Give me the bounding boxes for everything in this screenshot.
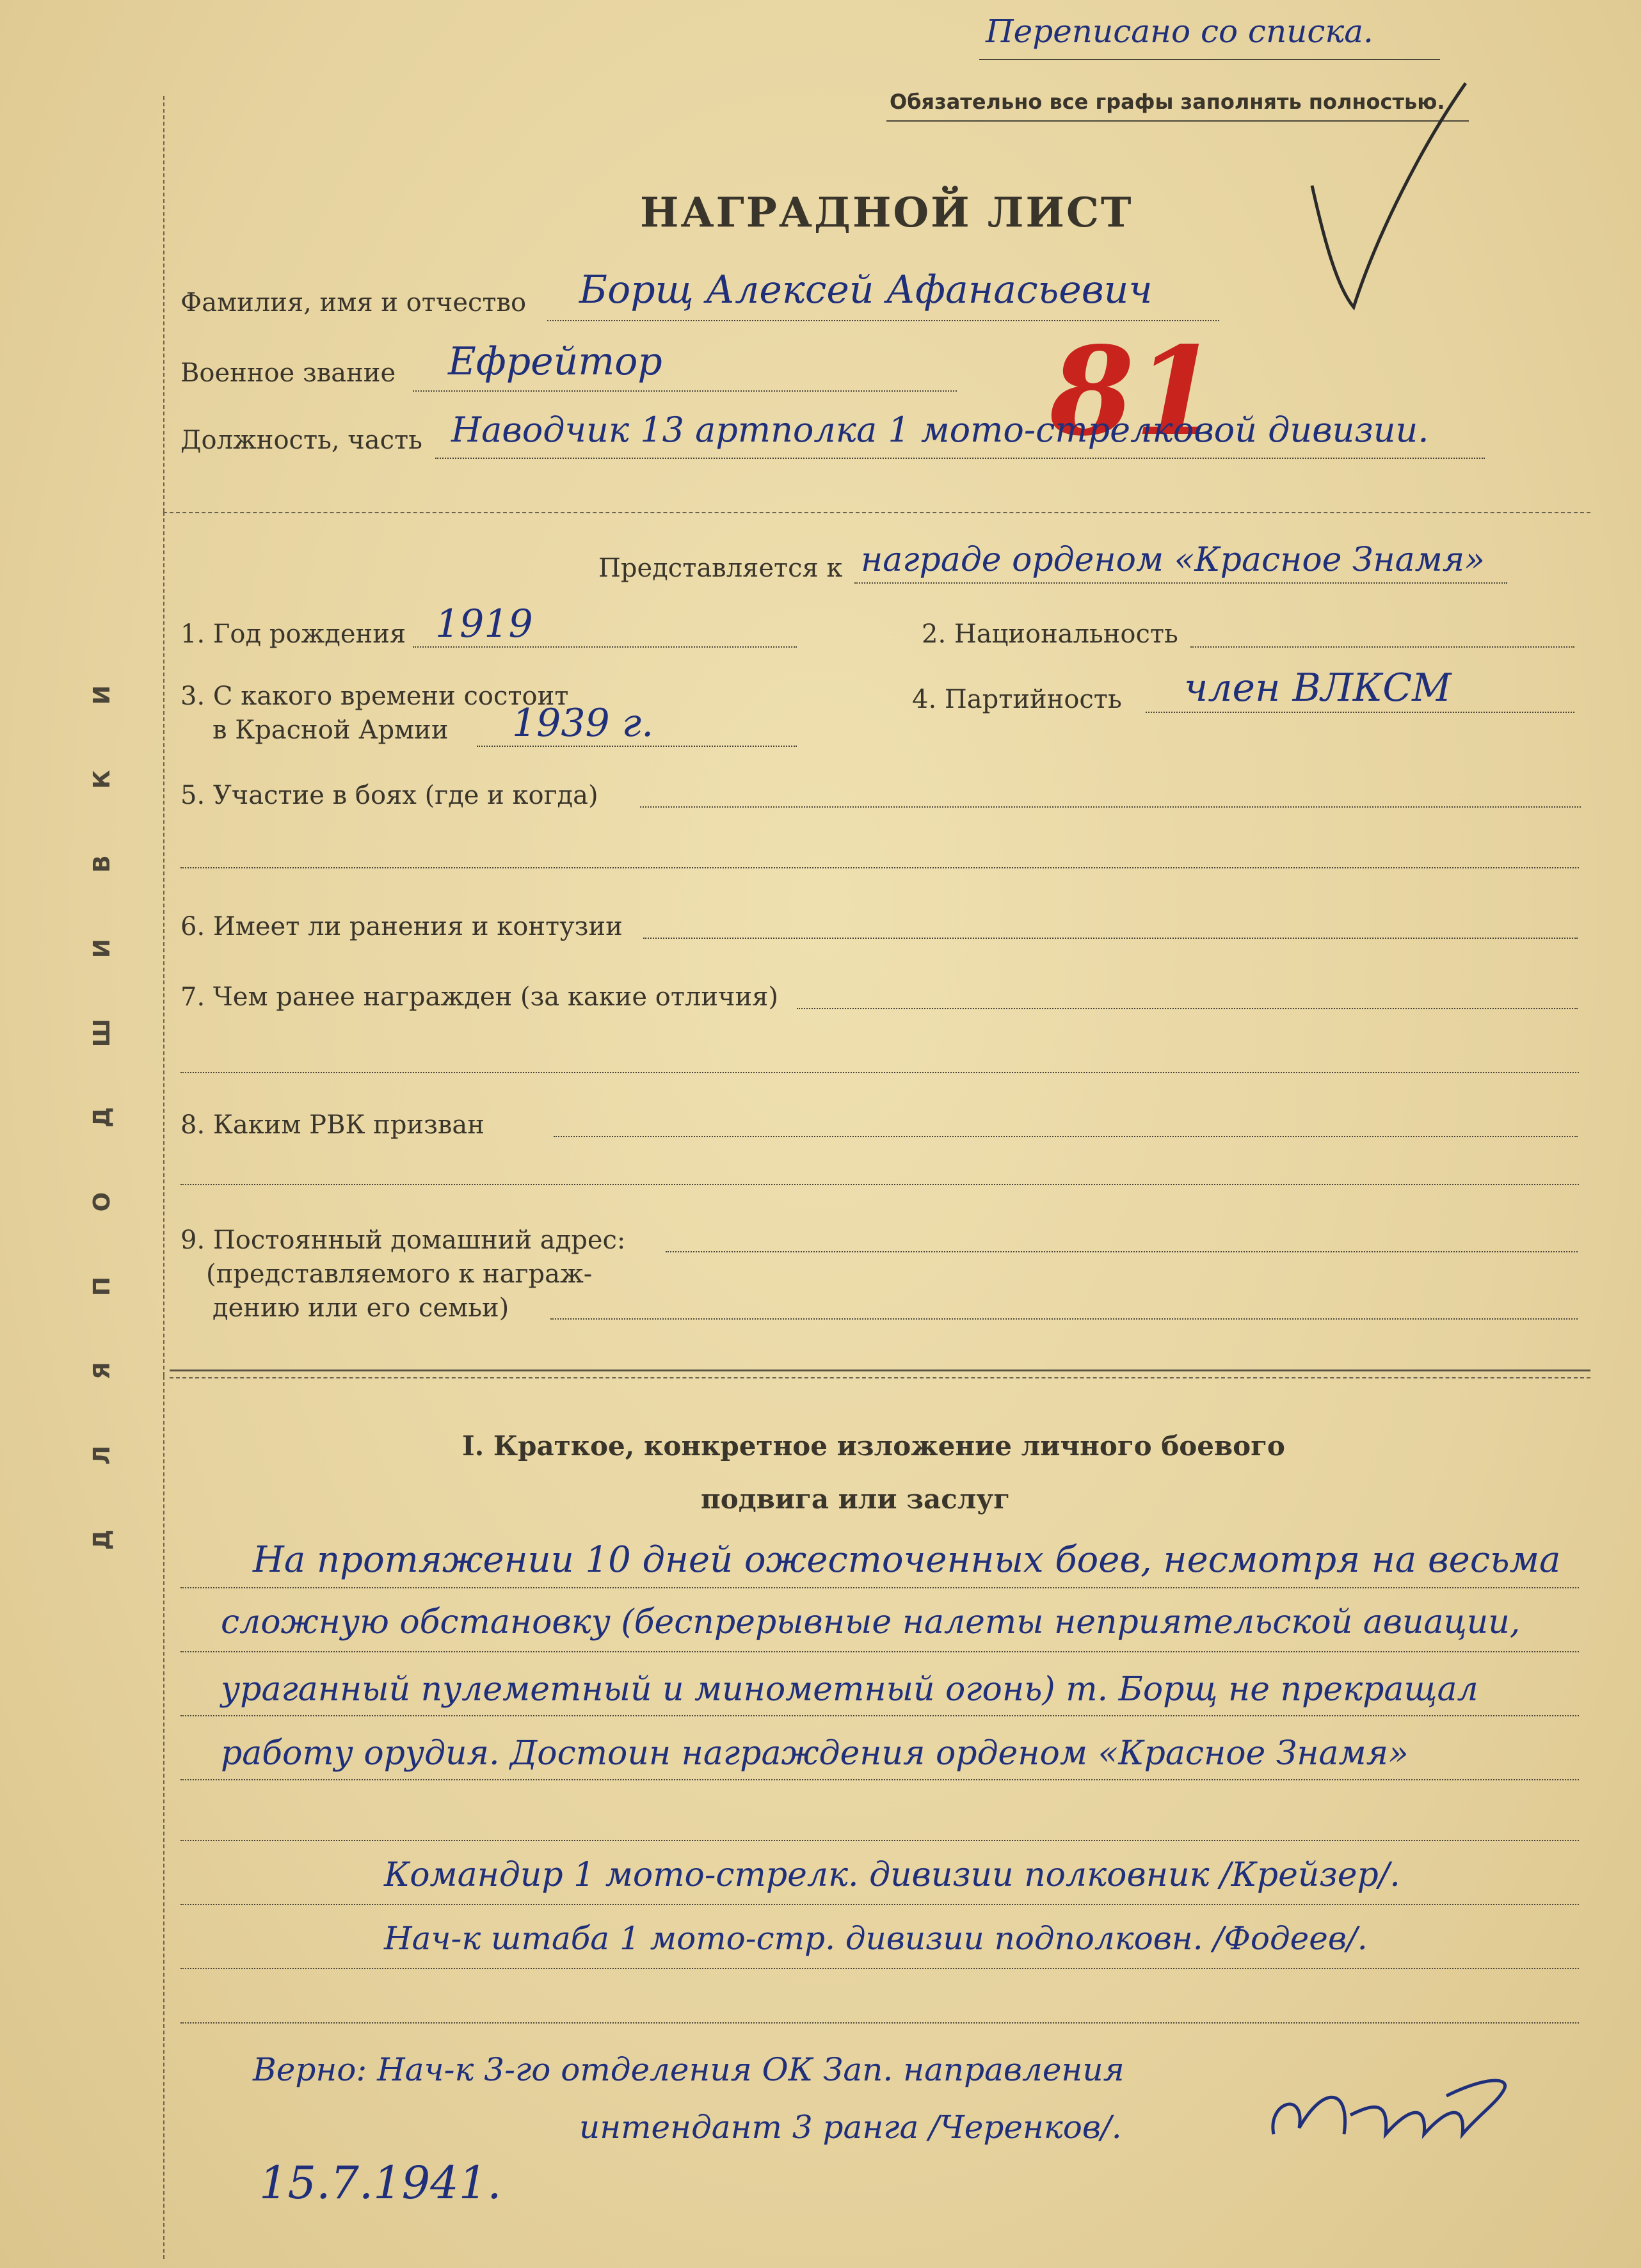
- sidebar-letter: Л: [89, 1446, 115, 1465]
- nationality-line: [1190, 646, 1574, 648]
- nominated-value: награде орденом «Красное Знамя»: [861, 541, 1485, 579]
- top-note: Переписано со списка.: [986, 13, 1373, 50]
- spare-rule: [180, 2022, 1579, 2024]
- nominated-line: [854, 582, 1507, 584]
- signature-scribble-icon: [1254, 2064, 1523, 2160]
- red-number-mark: 81: [1050, 320, 1219, 463]
- header-separator: [163, 512, 1590, 513]
- awards-line-2: [180, 1072, 1579, 1073]
- position-line: [435, 458, 1485, 459]
- section-heading-1: I. Краткое, конкретное изложение личного боевого: [462, 1430, 1285, 1462]
- verified-line-2: интендант 3 ранга /Черенков/.: [579, 2109, 1122, 2146]
- instruction-text: Обязательно все графы заполнять полностью.: [890, 90, 1445, 114]
- awards-line: [797, 1008, 1578, 1009]
- narrative-line-2: сложную обстановку (беспрерывные налеты неприятельской авиации,: [221, 1603, 1521, 1641]
- narrative-line-4: работу орудия. Достоин награждения орденом «Красное Знамя»: [221, 1734, 1409, 1773]
- date-text: 15.7.1941.: [259, 2157, 502, 2209]
- sidebar-letter: Д: [89, 1529, 115, 1551]
- party-value: член ВЛКСМ: [1184, 666, 1452, 710]
- battles-label: 5. Участие в боях (где и когда): [180, 781, 598, 810]
- wounds-line: [643, 938, 1578, 939]
- address-label-2: (представляемого к награж-: [206, 1259, 593, 1289]
- wounds-label: 6. Имеет ли ранения и контузии: [180, 912, 623, 941]
- section-separator-2: [170, 1377, 1590, 1378]
- narrative-rule-5: [180, 1840, 1579, 1841]
- address-line: [666, 1251, 1578, 1252]
- commander-rule: [180, 1904, 1579, 1905]
- narrative-rule-2: [180, 1651, 1579, 1652]
- sidebar-letter: К: [89, 770, 115, 789]
- party-line: [1146, 712, 1574, 713]
- service-since-label-1: 3. С какого времени состоит: [180, 682, 569, 711]
- position-label: Должность, часть: [180, 426, 422, 455]
- check-mark-icon: [1299, 77, 1478, 320]
- narrative-line-3: ураганный пулеметный и минометный огонь) т. Борщ не прекращал: [221, 1670, 1478, 1709]
- verified-line-1: Верно: Нач-к 3-го отделения ОК Зап. направления: [253, 2051, 1125, 2088]
- rvk-line: [554, 1136, 1578, 1137]
- sidebar-letter: Ш: [89, 1018, 115, 1048]
- rvk-line-2: [180, 1184, 1579, 1185]
- sidebar-vertical-label: [89, 653, 147, 1582]
- birth-year-label: 1. Год рождения: [180, 619, 406, 649]
- name-label: Фамилия, имя и отчество: [180, 288, 527, 317]
- rank-label: Военное звание: [180, 358, 396, 388]
- battles-line-2: [180, 867, 1579, 868]
- left-border-bottom: [163, 1376, 164, 2259]
- service-since-line: [477, 746, 797, 747]
- commander-signature: Командир 1 мото-стрелк. дивизии полковник /Крейзер/.: [384, 1856, 1400, 1894]
- narrative-rule-1: [180, 1587, 1579, 1588]
- service-since-value: 1939 г.: [512, 701, 654, 746]
- address-label-3: дению или его семьи): [212, 1293, 509, 1323]
- left-border-top: [163, 96, 164, 512]
- chief-of-staff-rule: [180, 1968, 1579, 1969]
- document-title: НАГРАДНОЙ ЛИСТ: [640, 189, 1133, 237]
- battles-line: [640, 806, 1581, 808]
- top-note-underline: [979, 59, 1440, 60]
- party-label: 4. Партийность: [912, 685, 1122, 714]
- sidebar-letter: О: [89, 1192, 115, 1212]
- rank-value: Ефрейтор: [448, 339, 662, 384]
- chief-of-staff-signature: Нач-к штаба 1 мото-стр. дивизии подполковн. /Фодеев/.: [384, 1920, 1368, 1957]
- nominated-label: Представляется к: [598, 554, 843, 583]
- narrative-rule-4: [180, 1779, 1579, 1780]
- service-since-label-2: в Красной Армии: [212, 715, 449, 745]
- sidebar-letter: Д: [89, 1106, 115, 1128]
- nationality-label: 2. Национальность: [922, 619, 1178, 649]
- address-line-2: [550, 1318, 1578, 1320]
- name-value: Борщ Алексей Афанасьевич: [579, 268, 1153, 312]
- sidebar-letter: И: [89, 685, 115, 705]
- sidebar-letter: П: [89, 1276, 115, 1297]
- sidebar-letter: В: [89, 855, 115, 873]
- birth-year-line: [413, 646, 797, 648]
- birth-year-value: 1919: [435, 602, 533, 646]
- narrative-rule-3: [180, 1715, 1579, 1716]
- rank-line: [413, 390, 957, 392]
- section-separator: [170, 1370, 1590, 1371]
- position-value: Наводчик 13 артполка 1 мото-стрелковой дивизии.: [451, 410, 1429, 450]
- rvk-label: 8. Каким РВК призван: [180, 1110, 484, 1140]
- awards-label: 7. Чем ранее награжден (за какие отличия): [180, 982, 778, 1012]
- sidebar-letter: Я: [89, 1362, 115, 1380]
- address-label-1: 9. Постоянный домашний адрес:: [180, 1226, 626, 1255]
- sidebar-letter: И: [89, 938, 115, 959]
- section-heading-2: подвига или заслуг: [701, 1483, 1011, 1515]
- narrative-line-1: На протяжении 10 дней ожесточенных боев, несмотря на весьма: [253, 1539, 1561, 1581]
